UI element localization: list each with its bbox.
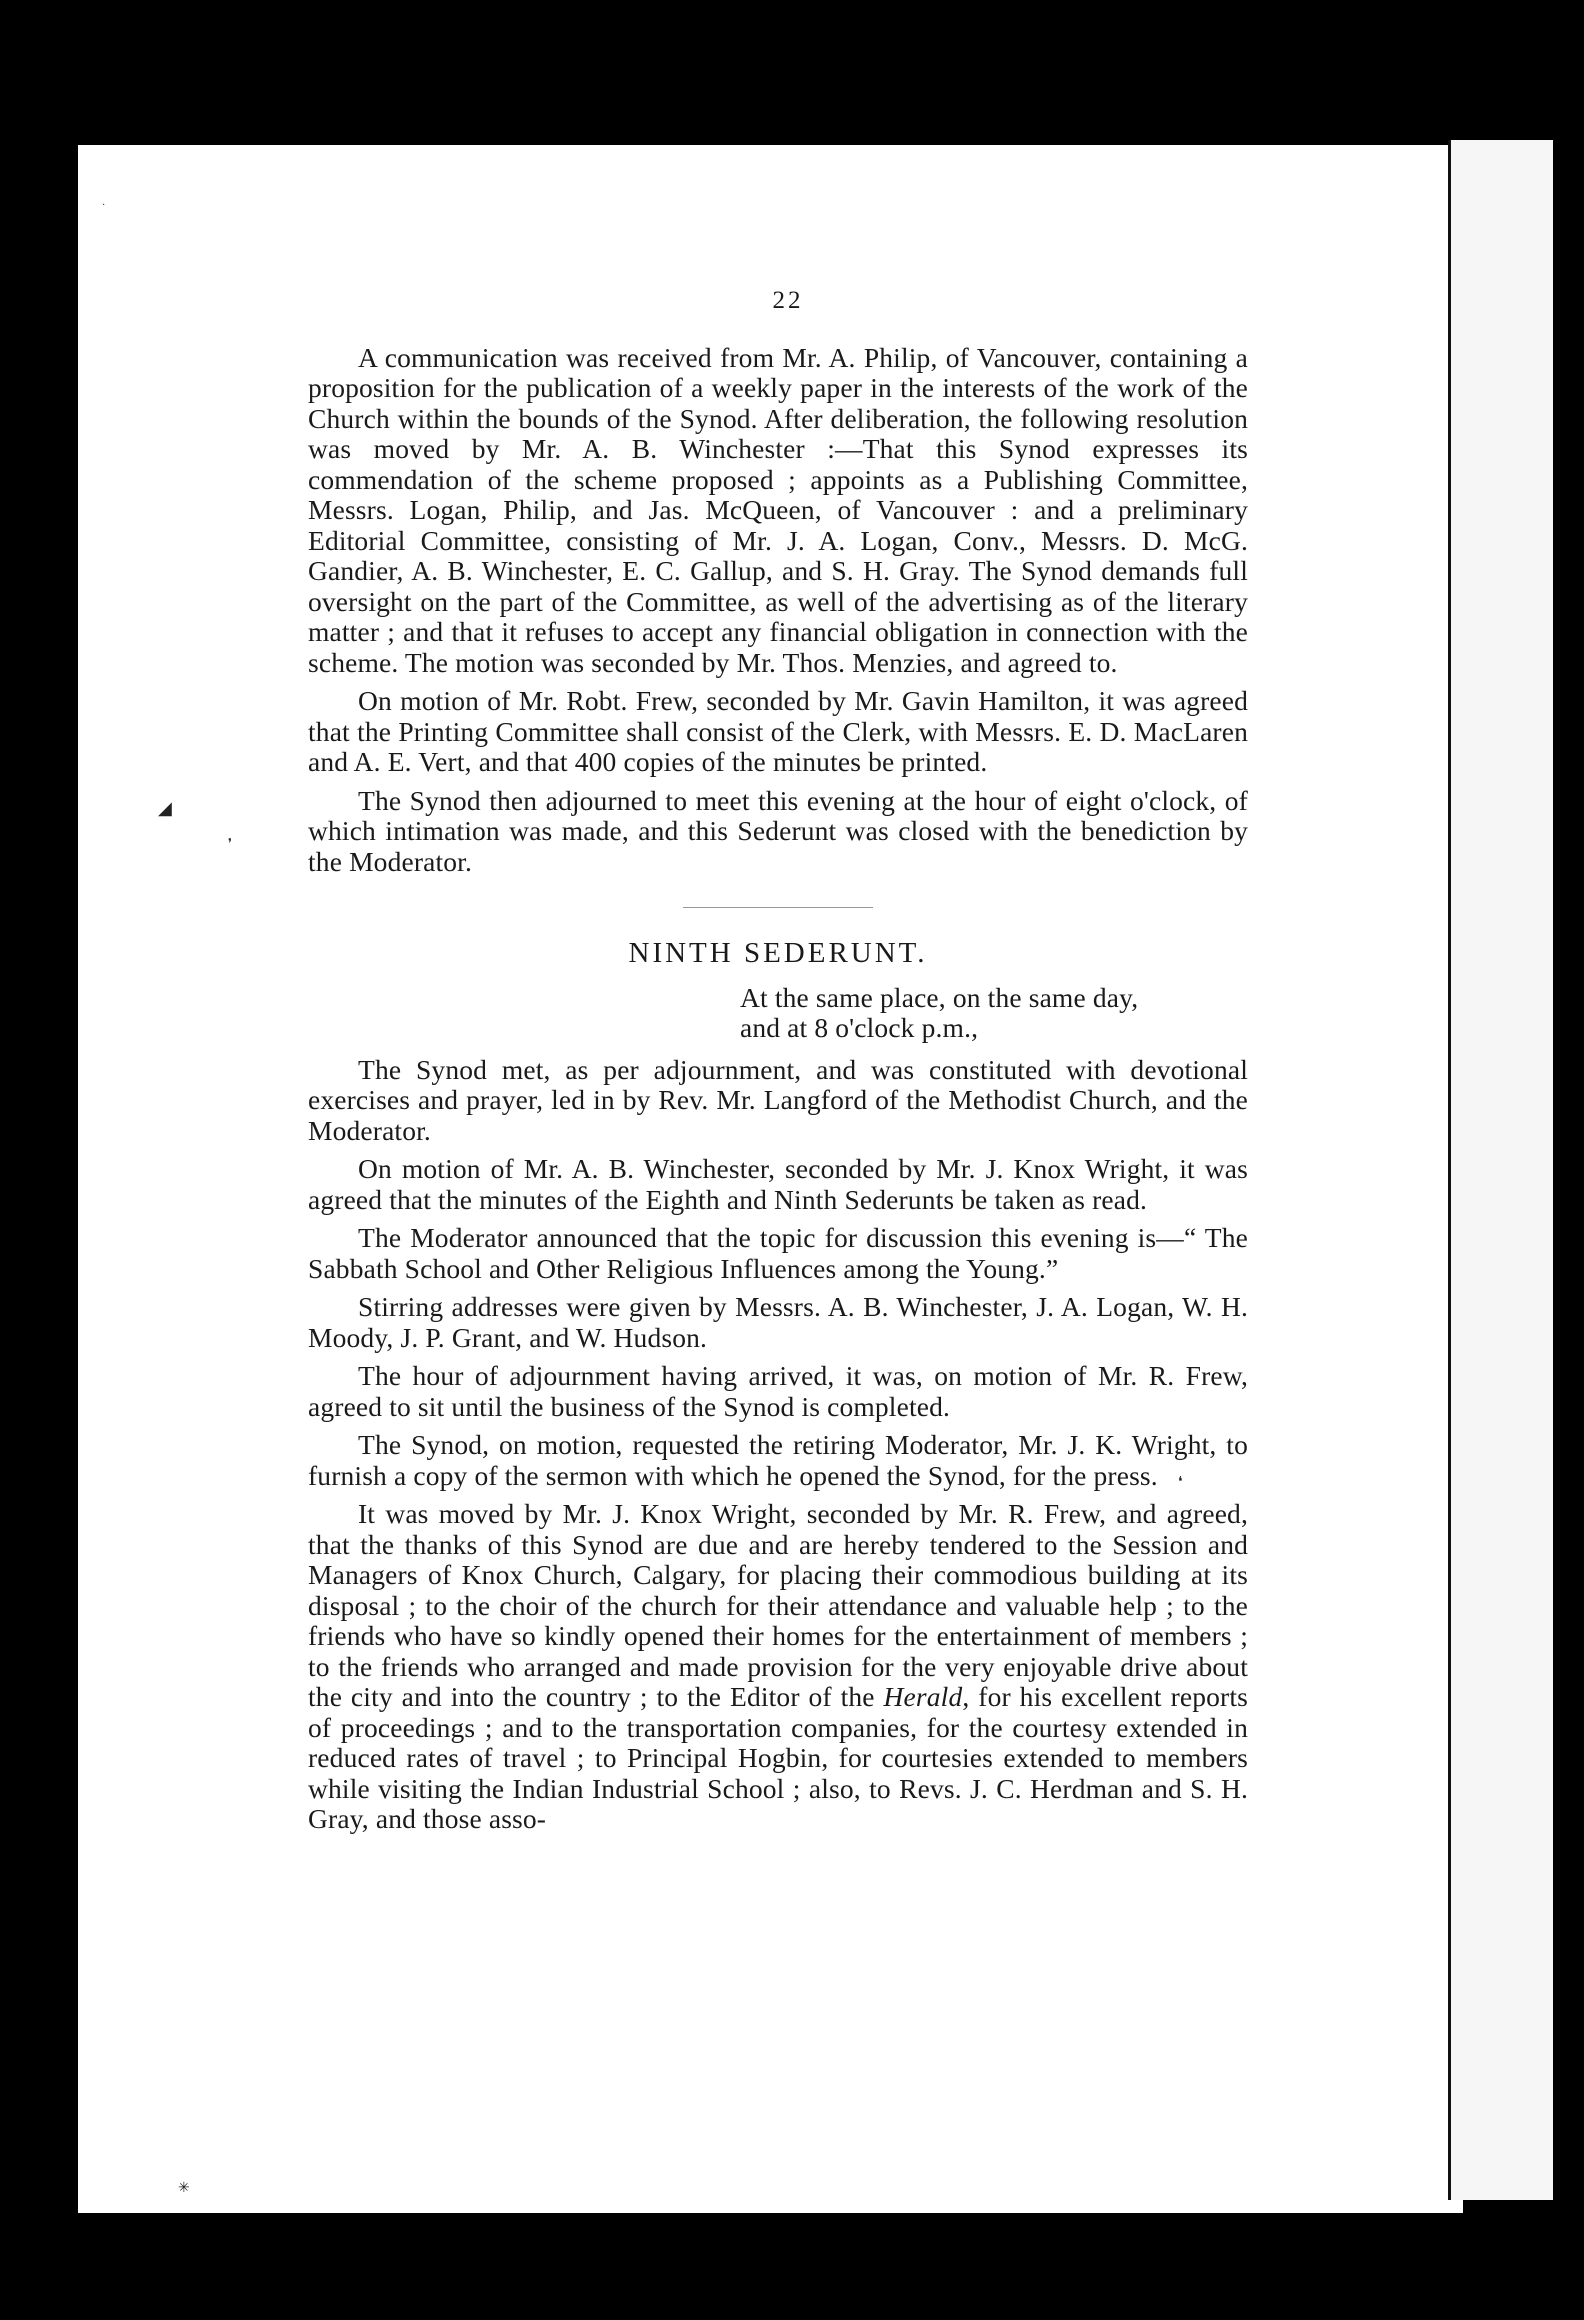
herald-italic: Herald bbox=[883, 1681, 963, 1712]
place-line: At the same place, on the same day, bbox=[740, 981, 1139, 1013]
body-paragraph: The Moderator announced that the topic for discussion this evening is—“ The Sabbath School and Other Religious Influences among the Young.” bbox=[308, 1222, 1248, 1284]
scan-speck: ❛ bbox=[1178, 1475, 1183, 1490]
body-paragraph: The Synod met, as per adjournment, and was constituted with devotional exercises and prayer, led in by Rev. Mr. Langford of the Methodist Church, and the Moderator. bbox=[308, 1053, 1248, 1146]
page-text bbox=[308, 278, 1248, 1835]
body-paragraph: The hour of adjournment having arrived, it was, on motion of Mr. R. Frew, agreed to sit until the business of the Synod is completed. bbox=[308, 1360, 1248, 1422]
time-line: and at 8 o'clock p.m., bbox=[740, 1011, 979, 1043]
page-number: 22 bbox=[772, 287, 804, 314]
thanks-text-part1: It was moved by Mr. J. Knox Wright, seconded by Mr. R. Frew, and agreed, that the thanks of this Synod are due and are hereby tendered to the Session and Managers of Knox Church, Calgary, for placing their commodious building at its disposal ; to the choir of the church for their attendance and valuable help ; to the friends who have so kindly opened their homes for the entertainment of members ; to the friends who arranged and made provision for the very enjoyable drive about the city and into the country ; to the Editor of the bbox=[308, 1498, 1248, 1712]
body-paragraph: On motion of Mr. Robt. Frew, seconded by Mr. Gavin Hamilton, it was agreed that the Printing Committee shall consist of the Clerk, with Messrs. E. D. MacLaren and A. E. Vert, and that 400 copies of the minutes be printed. bbox=[308, 685, 1248, 777]
thanks-text-part2: , for his excellent reports of proceedings ; and to the transportation companies, for the courtesy extended in reduced rates of travel ; to Principal Hogbin, for courtesies extended to members while visiting the Indian Industrial School ; also, to Revs. J. C. Herdman and S. H. Gray, and those asso- bbox=[308, 1681, 1248, 1834]
thanks-paragraph bbox=[308, 1499, 1248, 1835]
scan-speck: ❜ bbox=[228, 836, 232, 850]
section-heading: NINTH SEDERUNT. bbox=[628, 937, 928, 969]
body-paragraph: A communication was received from Mr. A. Philip, of Vancouver, containing a proposition for the publication of a weekly paper in the interests of the work of the Church within the bounds of the Synod. After deliberation, the following resolution was moved by Mr. A. B. Winchester :—That this Synod expresses its commendation of the scheme proposed ; appoints as a Publishing Committee, Messrs. Logan, Philip, and Jas. McQueen, of Vancouver : and a preliminary Editorial Committee, consisting of Mr. J. A. Logan, Conv., Messrs. D. McG. Gandier, A. B. Winchester, E. C. Gallup, and S. H. Gray. The Synod demands full oversight on the part of the Committee, as well of the advertising as of the literary matter ; and that it refuses to accept any financial obligation in connection with the scheme. The motion was seconded by Mr. Thos. Menzies, and agreed to. bbox=[308, 341, 1248, 678]
scan-speck: ✳ bbox=[178, 2181, 190, 2196]
session-place-time bbox=[308, 983, 1248, 1043]
section-divider bbox=[683, 907, 873, 908]
body-paragraph: The Synod, on motion, requested the retiring Moderator, Mr. J. K. Wright, to furnish a copy of the sermon with which he opened the Synod, for the press. bbox=[308, 1429, 1248, 1491]
scan-speck: ◢ bbox=[158, 798, 172, 818]
adjacent-page-edge bbox=[1448, 140, 1553, 2200]
scan-speck: · bbox=[102, 200, 106, 211]
body-paragraph: On motion of Mr. A. B. Winchester, seconded by Mr. J. Knox Wright, it was agreed that the minutes of the Eighth and Ninth Sederunts be taken as read. bbox=[308, 1153, 1248, 1215]
body-paragraph: The Synod then adjourned to meet this evening at the hour of eight o'clock, of which intimation was made, and this Sederunt was closed with the benediction by the Moderator. bbox=[308, 784, 1248, 877]
body-paragraph: Stirring addresses were given by Messrs. A. B. Winchester, J. A. Logan, W. H. Moody, J. P. Grant, and W. Hudson. bbox=[308, 1291, 1248, 1353]
